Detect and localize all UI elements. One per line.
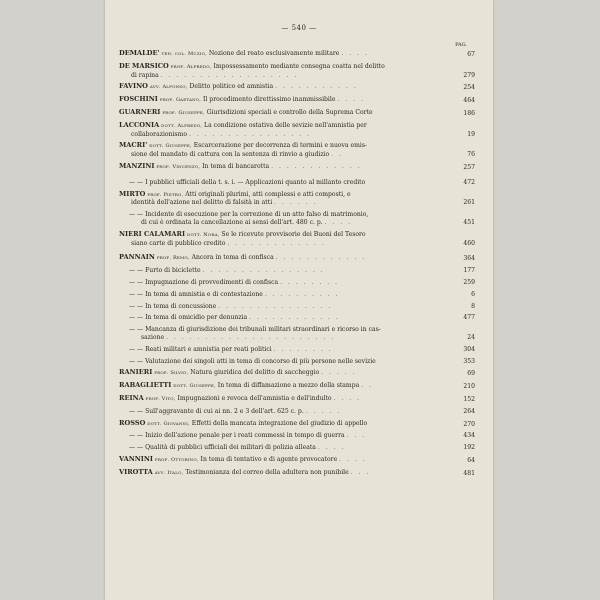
index-entry: [119, 191, 475, 208]
article-title: In tema di amnistia e di contestazione: [145, 290, 263, 298]
page-ref: 460: [463, 239, 475, 247]
continuation-dash: — —: [129, 444, 144, 452]
leader-dots: . . . . . . . . . . . . . . . . . . . . . .: [166, 333, 336, 341]
continuation-dash: — —: [129, 290, 144, 298]
continuation-dash: — —: [129, 432, 144, 440]
index-entry-continuation: [119, 326, 475, 342]
article-title: Qualità di pubblici ufficiali dei militari di polizia alleata: [145, 444, 316, 452]
page-ref: 304: [463, 345, 475, 353]
index-entry-continuation: [119, 211, 475, 227]
article-title: Valutazione dei singoli atti in tema di concorso di più persone nelle sevizie: [145, 357, 376, 365]
article-title: In tema di omicidio per denunzia: [145, 314, 248, 322]
leader-dots: . . . .: [341, 50, 369, 57]
article-title: Nozione del reato esclusivamente militare: [208, 50, 340, 57]
leader-dots: . . . . . . . . . . . .: [275, 254, 367, 262]
continuation-dash: — —: [129, 211, 144, 219]
index-entry-continuation: [119, 444, 475, 452]
leader-dots: . .: [361, 382, 373, 390]
leader-dots: . . . . . . . . . . . .: [271, 162, 362, 170]
article-title: In tema di diffamazione a mezzo della stampa: [217, 382, 360, 390]
page-ref: 270: [463, 420, 475, 428]
article-title: Giurisdizioni speciali e controllo della Suprema Corte: [206, 108, 373, 116]
page-ref: 177: [463, 267, 475, 275]
author-name: dott. Giuseppe,: [149, 143, 192, 150]
page-ref: 451: [463, 218, 475, 226]
leader-dots: . . . . . . . .: [273, 345, 333, 353]
author-name: prof. Pietro,: [147, 191, 184, 198]
article-title: In tema di bancarotta: [202, 162, 270, 170]
page-number: — 540 —: [281, 24, 317, 32]
article-title: Natura giuridica del delitto di saccheggio: [190, 369, 320, 377]
article-title-cont: sazione: [141, 333, 165, 341]
article-title: Sull'aggravante di cui ai nn. 2 e 3 dell'art. 625 c. p.: [145, 407, 304, 415]
leader-dots: . . .: [350, 468, 371, 476]
index-entry: [119, 369, 475, 378]
page-ref: 259: [463, 278, 475, 286]
author-name: prof. Remo,: [156, 255, 190, 262]
article-title-cont: collaborazionismo: [131, 130, 188, 138]
leader-dots: . . . . . . . . . . . .: [249, 314, 340, 322]
article-title: In tema di tentativo e di agente provocatore: [200, 455, 338, 463]
index-entry-continuation: [119, 267, 475, 275]
author-surname: RANIERI: [119, 368, 153, 377]
index-entry: [119, 109, 475, 118]
author-surname: FOSCHINI: [119, 95, 158, 104]
article-title: Atti originali plurimi, atti complessi e atti composti, e: [185, 190, 351, 198]
continuation-dash: — —: [129, 178, 144, 186]
page-ref: 8: [471, 302, 475, 310]
article-title-cont: sione del mandato di cattura con la sentenza di rinvio a giudizio: [131, 151, 330, 159]
index-entry: [119, 382, 475, 391]
continuation-dash: — —: [129, 314, 144, 322]
page-ref: 261: [463, 199, 475, 207]
page-column-label: PAG.: [455, 42, 467, 48]
author-name: dott. Giuseppe,: [173, 383, 216, 390]
continuation-dash: — —: [129, 326, 144, 334]
author-name: prof. Ottorino,: [154, 456, 199, 463]
author-surname: DE MARSICO: [119, 61, 169, 70]
page-ref: 19: [467, 130, 475, 138]
page-ref: 364: [463, 255, 475, 263]
article-title: Se le ricevute provvisorie dei Buoni del Tesoro: [221, 230, 366, 238]
article-title: Ancora in tema di confisca: [191, 254, 274, 262]
index-entry-continuation: [119, 291, 475, 299]
author-surname: REINA: [119, 393, 144, 402]
article-title: In tema di concussione: [145, 302, 217, 310]
leader-dots: . . .: [346, 432, 367, 440]
author-surname: LACCONIA: [119, 120, 160, 129]
article-title: Escarcerazione per decorrenza di termini e nuova emis-: [193, 142, 368, 150]
article-title: Incidente di esecuzione per la correzione di un atto falso di matrimonio,: [145, 211, 369, 219]
page-ref: 76: [467, 151, 475, 159]
index-entry-continuation: [119, 358, 475, 366]
leader-dots: . . . . . . . . . . . . .: [227, 239, 326, 247]
author-surname: PANNAIN: [119, 253, 155, 262]
author-surname: GUARNERI: [119, 107, 161, 116]
page-ref: 69: [467, 370, 475, 378]
index-entry: [119, 469, 475, 478]
author-surname: VANNINI: [119, 454, 153, 463]
index-list: [119, 50, 475, 481]
author-name: prof. Giuseppe,: [162, 109, 205, 116]
article-title: Impossessamento mediante consegna coatta nel delitto: [213, 62, 385, 70]
leader-dots: . . . .: [337, 96, 365, 104]
document-page: [105, 0, 493, 600]
article-title-line2: [119, 240, 451, 248]
page-ref: 481: [463, 469, 475, 477]
leader-dots: . . . . . . . .: [280, 278, 340, 286]
article-title: Testimonianza del correo della adultera non punibile: [185, 468, 349, 476]
page-ref: 67: [467, 51, 475, 58]
leader-dots: . . . . . . . . . . .: [275, 83, 358, 91]
article-title: Reati militari e amnistia per reati politici: [145, 345, 272, 353]
article-title-cont: di cui è ordinata la cancellazione ai sensi dell'art. 480 c. p.: [141, 218, 323, 226]
article-title-line2: [129, 334, 451, 342]
author-surname: NIERI CALAMARI: [119, 229, 186, 238]
article-title: La condizione ostativa delle sevizie nell'amnistia per: [204, 121, 367, 129]
page-ref: 6: [471, 290, 475, 298]
index-entry-continuation: [119, 303, 475, 311]
index-entry: [119, 63, 475, 80]
author-name: avv. Italo,: [154, 469, 184, 476]
article-title: Il procedimento direttissimo inammissibile: [203, 96, 336, 104]
author-surname: DEMALDE': [119, 49, 160, 57]
leader-dots: . . . . .: [321, 369, 357, 377]
author-name: dott. Alfredo,: [161, 122, 203, 129]
index-entry: [119, 122, 475, 139]
continuation-dash: — —: [129, 357, 144, 365]
index-entry: [119, 50, 475, 59]
article-title: Delitto politico ed amnistia: [189, 83, 274, 91]
leader-dots: . . . .: [324, 218, 353, 226]
index-entry: [119, 420, 475, 429]
article-title: I pubblici ufficiali della t. s. i. — Applicazioni quanto al millanto credito: [145, 178, 366, 186]
article-title-cont: siano carte di pubblico credito: [131, 239, 226, 247]
index-entry: [119, 395, 475, 404]
author-surname: MIRTO: [119, 189, 146, 198]
index-entry: [119, 83, 475, 92]
index-entry: [119, 456, 475, 465]
author-name: prof. Silvio,: [154, 370, 189, 377]
page-ref: 472: [463, 178, 475, 186]
page-ref: 464: [463, 97, 475, 105]
continuation-dash: — —: [129, 278, 144, 286]
index-entry: [119, 254, 475, 263]
author-name: prof. Vito,: [145, 395, 176, 402]
leader-dots: . . . .: [317, 444, 346, 452]
article-title-line2: [119, 72, 451, 80]
index-entry-continuation: [119, 179, 475, 187]
author-name: dott. Giovanni,: [147, 420, 190, 427]
article-title: Effetti della mancata integrazione del giudizio di appello: [191, 419, 368, 427]
page-ref: 24: [467, 333, 475, 341]
index-entry-continuation: [119, 346, 475, 354]
page-ref: 279: [463, 71, 475, 79]
leader-dots: . . . . . . . . . . . . . . .: [218, 302, 333, 310]
index-entry-continuation: [119, 432, 475, 440]
index-entry: [119, 163, 475, 172]
page-ref: 186: [463, 109, 475, 117]
page-ref: 152: [463, 395, 475, 403]
article-title-cont: identità dell'azione nel delitto di falsità in atti: [131, 199, 273, 207]
page-ref: 210: [463, 383, 475, 391]
author-name: prof. Gaetano,: [159, 97, 202, 104]
leader-dots: . . . .: [333, 394, 362, 402]
leader-dots: . . . .: [339, 455, 367, 463]
author-surname: MACRI': [119, 141, 148, 150]
author-surname: MANZINI: [119, 161, 155, 170]
continuation-dash: — —: [129, 407, 144, 415]
page-ref: 434: [463, 432, 475, 440]
page-ref: 264: [463, 407, 475, 415]
article-title: Mancanza di giurisdizione dei tribunali militari straordinari e ricorso in cas-: [145, 326, 381, 334]
author-surname: VIROTTA: [119, 467, 153, 476]
continuation-dash: — —: [129, 302, 144, 310]
article-title-line2: [119, 151, 451, 159]
page-ref: 353: [463, 357, 475, 365]
index-entry-continuation: [119, 279, 475, 287]
index-entry: [119, 231, 475, 248]
index-entry-continuation: [119, 314, 475, 322]
continuation-dash: — —: [129, 345, 144, 353]
author-surname: RABAGLIETTI: [119, 381, 172, 390]
leader-dots: . . . . .: [305, 407, 342, 415]
article-title-line2: [119, 131, 451, 139]
leader-dots: . . . . . . . . . . . . . . . .: [188, 130, 312, 138]
leader-dots: . . . . . .: [274, 199, 318, 207]
author-name: dott. Nora,: [187, 231, 220, 238]
index-entry: [119, 96, 475, 105]
article-title: Furto di biciclette: [145, 267, 201, 275]
author-name: avv. Alfonso,: [149, 84, 188, 91]
page-ref: 477: [463, 314, 475, 322]
page-ref: 64: [467, 456, 475, 464]
index-entry-continuation: [119, 408, 475, 416]
author-name: ten. col. Muzio,: [161, 51, 207, 57]
page-ref: 192: [463, 444, 475, 452]
leader-dots: . .: [331, 151, 343, 159]
author-name: prof. Alfredo,: [170, 63, 212, 70]
author-name: prof. Vincenzo,: [156, 163, 201, 170]
index-entry: [119, 142, 475, 159]
leader-dots: . . . . . . . . . . . . . . . .: [202, 267, 325, 275]
article-title-line2: [119, 199, 451, 207]
author-surname: ROSSO: [119, 418, 146, 427]
page-ref: 254: [463, 84, 475, 92]
leader-dots: . . . . . . . . . .: [264, 290, 340, 298]
author-surname: FAVINO: [119, 82, 148, 91]
continuation-dash: — —: [129, 267, 144, 275]
leader-dots: . . . . . . . . . . . . . . . . . .: [160, 71, 299, 79]
article-title-cont: di rapina: [131, 71, 159, 79]
article-title: Impugnazione di provvedimenti di confisca: [145, 278, 279, 286]
article-title: Inizio dell'azione penale per i reati commessi in tempo di guerra: [145, 432, 345, 440]
page-ref: 257: [463, 163, 475, 171]
article-title-line2: [129, 219, 451, 227]
article-title: Impugnazioni e revoca dell'amnistia e dell'indulto: [177, 394, 332, 402]
